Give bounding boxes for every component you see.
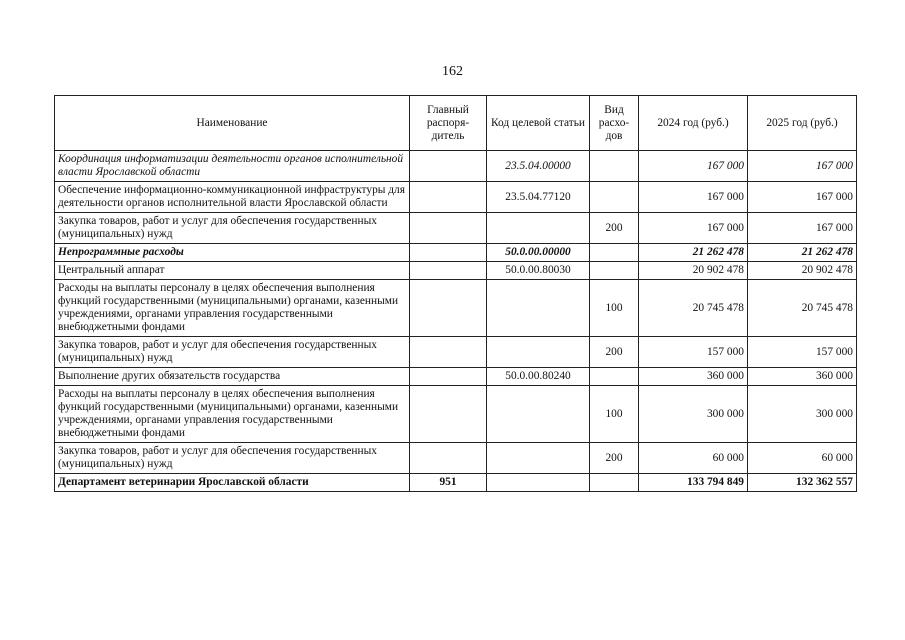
table-header-row bbox=[55, 96, 857, 151]
header-year-2025: 2025 год (руб.) bbox=[748, 96, 857, 151]
cell-code bbox=[487, 386, 590, 443]
cell-code bbox=[487, 474, 590, 492]
cell-admin bbox=[410, 337, 487, 368]
cell-year-2024: 133 794 849 bbox=[639, 474, 748, 492]
cell-expense-type bbox=[590, 151, 639, 182]
table-row bbox=[55, 213, 857, 244]
budget-table bbox=[54, 95, 857, 492]
cell-year-2025: 167 000 bbox=[748, 182, 857, 213]
cell-code bbox=[487, 337, 590, 368]
cell-year-2024: 167 000 bbox=[639, 182, 748, 213]
cell-name: Центральный аппарат bbox=[55, 262, 410, 280]
table-row bbox=[55, 474, 857, 492]
cell-code: 23.5.04.00000 bbox=[487, 151, 590, 182]
cell-expense-type bbox=[590, 182, 639, 213]
cell-admin bbox=[410, 386, 487, 443]
cell-year-2025: 20 902 478 bbox=[748, 262, 857, 280]
cell-year-2024: 21 262 478 bbox=[639, 244, 748, 262]
table-row bbox=[55, 443, 857, 474]
cell-admin bbox=[410, 443, 487, 474]
cell-expense-type: 100 bbox=[590, 280, 639, 337]
cell-name: Выполнение других обязательств государства bbox=[55, 368, 410, 386]
cell-name: Расходы на выплаты персоналу в целях обеспечения выполнения функций государственными (муниципальными) органами, казенными учреждениями, органами управления государственными внебюджетными фондами bbox=[55, 386, 410, 443]
cell-name: Обеспечение информационно-коммуникационной инфраструктуры для деятельности органов исполнительной власти Ярославской области bbox=[55, 182, 410, 213]
cell-year-2024: 20 745 478 bbox=[639, 280, 748, 337]
cell-name: Расходы на выплаты персоналу в целях обеспечения выполнения функций государственными (муниципальными) органами, казенными учреждениями, органами управления государственными внебюджетными фондами bbox=[55, 280, 410, 337]
table-row bbox=[55, 262, 857, 280]
cell-year-2025: 132 362 557 bbox=[748, 474, 857, 492]
cell-admin bbox=[410, 280, 487, 337]
cell-year-2025: 60 000 bbox=[748, 443, 857, 474]
cell-year-2024: 360 000 bbox=[639, 368, 748, 386]
cell-year-2025: 167 000 bbox=[748, 213, 857, 244]
cell-year-2025: 20 745 478 bbox=[748, 280, 857, 337]
cell-admin bbox=[410, 182, 487, 213]
cell-name: Координация информатизации деятельности органов исполнительной власти Ярославской области bbox=[55, 151, 410, 182]
cell-admin bbox=[410, 244, 487, 262]
header-name: Наименование bbox=[55, 96, 410, 151]
cell-code: 50.0.00.80030 bbox=[487, 262, 590, 280]
cell-expense-type bbox=[590, 368, 639, 386]
cell-year-2025: 360 000 bbox=[748, 368, 857, 386]
cell-admin bbox=[410, 368, 487, 386]
page-number: 162 bbox=[442, 64, 463, 79]
cell-name: Непрограммные расходы bbox=[55, 244, 410, 262]
cell-code: 50.0.00.00000 bbox=[487, 244, 590, 262]
cell-year-2024: 157 000 bbox=[639, 337, 748, 368]
cell-name: Закупка товаров, работ и услуг для обеспечения государственных (муниципальных) нужд bbox=[55, 337, 410, 368]
table-row bbox=[55, 337, 857, 368]
cell-code: 23.5.04.77120 bbox=[487, 182, 590, 213]
cell-name: Закупка товаров, работ и услуг для обеспечения государственных (муниципальных) нужд bbox=[55, 443, 410, 474]
cell-code bbox=[487, 443, 590, 474]
cell-expense-type: 200 bbox=[590, 443, 639, 474]
cell-code bbox=[487, 280, 590, 337]
cell-expense-type: 200 bbox=[590, 213, 639, 244]
table-row bbox=[55, 386, 857, 443]
table-row bbox=[55, 280, 857, 337]
table-row bbox=[55, 182, 857, 213]
cell-expense-type: 200 bbox=[590, 337, 639, 368]
cell-expense-type bbox=[590, 262, 639, 280]
cell-admin bbox=[410, 262, 487, 280]
table-row bbox=[55, 244, 857, 262]
cell-year-2025: 167 000 bbox=[748, 151, 857, 182]
header-expense-type: Вид расхо-дов bbox=[590, 96, 639, 151]
header-code: Код целевой статьи bbox=[487, 96, 590, 151]
cell-code bbox=[487, 213, 590, 244]
cell-year-2024: 167 000 bbox=[639, 213, 748, 244]
cell-admin bbox=[410, 151, 487, 182]
cell-year-2025: 300 000 bbox=[748, 386, 857, 443]
table-body bbox=[55, 151, 857, 492]
cell-year-2024: 20 902 478 bbox=[639, 262, 748, 280]
cell-name: Департамент ветеринарии Ярославской области bbox=[55, 474, 410, 492]
cell-expense-type bbox=[590, 244, 639, 262]
cell-admin: 951 bbox=[410, 474, 487, 492]
cell-year-2025: 157 000 bbox=[748, 337, 857, 368]
header-admin: Главный распоря-дитель bbox=[410, 96, 487, 151]
cell-expense-type bbox=[590, 474, 639, 492]
cell-year-2024: 60 000 bbox=[639, 443, 748, 474]
table-row bbox=[55, 151, 857, 182]
cell-code: 50.0.00.80240 bbox=[487, 368, 590, 386]
cell-admin bbox=[410, 213, 487, 244]
cell-year-2025: 21 262 478 bbox=[748, 244, 857, 262]
header-year-2024: 2024 год (руб.) bbox=[639, 96, 748, 151]
cell-year-2024: 167 000 bbox=[639, 151, 748, 182]
table-row bbox=[55, 368, 857, 386]
cell-year-2024: 300 000 bbox=[639, 386, 748, 443]
cell-expense-type: 100 bbox=[590, 386, 639, 443]
cell-name: Закупка товаров, работ и услуг для обеспечения государственных (муниципальных) нужд bbox=[55, 213, 410, 244]
